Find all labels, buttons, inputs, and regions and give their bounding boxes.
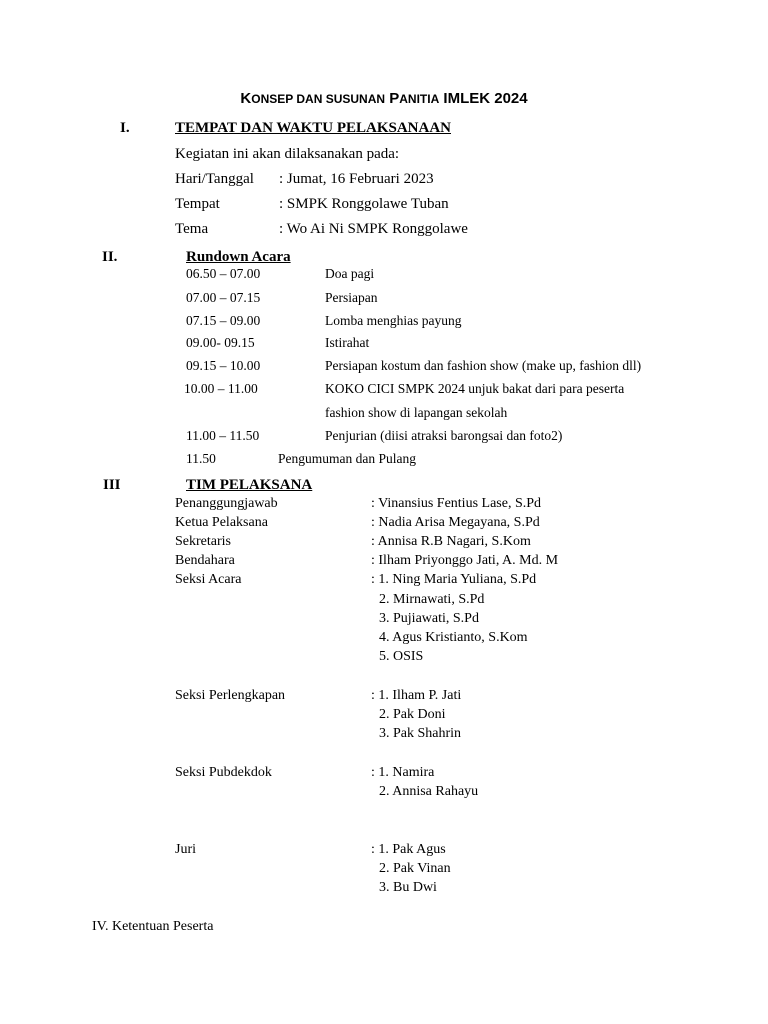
section-3-numeral: III <box>103 477 121 493</box>
team-member: : Vinansius Fentius Lase, S.Pd <box>371 496 542 511</box>
rundown-activity: Doa pagi <box>325 266 375 281</box>
rundown-time: 06.50 – 07.00 <box>186 266 261 281</box>
info-value: : Wo Ai Ni SMPK Ronggolawe <box>279 221 468 237</box>
section-2-heading: Rundown Acara <box>186 249 291 265</box>
section-1-intro: Kegiatan ini akan dilaksanakan pada: <box>175 146 400 162</box>
rundown-activity: Istirahat <box>325 335 370 350</box>
section-1-heading: TEMPAT DAN WAKTU PELAKSANAAN <box>175 120 451 136</box>
team-role: Juri <box>175 842 196 857</box>
team-role: Sekretaris <box>175 534 231 549</box>
team-member: 2. Pak Vinan <box>379 861 451 876</box>
rundown-time: 07.15 – 09.00 <box>186 313 261 328</box>
section-4-heading: IV. Ketentuan Peserta <box>92 919 214 934</box>
team-member: 2. Mirnawati, S.Pd <box>379 592 485 607</box>
rundown-time: 09.00- 09.15 <box>186 335 255 350</box>
team-member: : 1. Ning Maria Yuliana, S.Pd <box>371 572 537 587</box>
document-title <box>0 90 768 107</box>
rundown-activity: fashion show di lapangan sekolah <box>325 405 508 420</box>
title-part: ONSEP DAN SUSUNAN <box>251 92 386 106</box>
rundown-time: 07.00 – 07.15 <box>186 290 261 305</box>
title-part: P <box>389 90 400 107</box>
info-label: Hari/Tanggal <box>175 171 254 187</box>
rundown-time: 11.50 <box>186 451 216 466</box>
title-part: ANITIA <box>399 92 440 106</box>
team-member: : Nadia Arisa Megayana, S.Pd <box>371 515 540 530</box>
team-member: 3. Pujiawati, S.Pd <box>379 611 479 626</box>
section-3-heading: TIM PELAKSANA <box>186 477 313 493</box>
section-2-numeral: II. <box>102 249 118 265</box>
section-1-numeral: I. <box>120 120 130 136</box>
rundown-activity: Persiapan kostum dan fashion show (make up, fashion dll) <box>325 358 642 373</box>
team-member: 3. Pak Shahrin <box>379 726 462 741</box>
team-member: 3. Bu Dwi <box>379 880 437 895</box>
info-label: Tempat <box>175 196 220 212</box>
team-member: 2. Pak Doni <box>379 707 446 722</box>
team-member: : 1. Pak Agus <box>371 842 446 857</box>
team-role: Penanggungjawab <box>175 496 278 511</box>
rundown-time: 09.15 – 10.00 <box>186 358 261 373</box>
team-member: : 1. Ilham P. Jati <box>371 688 462 703</box>
rundown-activity: Pengumuman dan Pulang <box>278 451 416 466</box>
team-member: 2. Annisa Rahayu <box>379 784 479 799</box>
rundown-activity: Lomba menghias payung <box>325 313 462 328</box>
team-role: Seksi Acara <box>175 572 242 587</box>
info-value: : Jumat, 16 Februari 2023 <box>279 171 434 187</box>
title-part: IMLEK 2024 <box>443 90 528 107</box>
team-role: Seksi Perlengkapan <box>175 688 286 703</box>
rundown-time: 10.00 – 11.00 <box>184 381 258 396</box>
info-label: Tema <box>175 221 209 237</box>
title-part: K <box>240 90 252 107</box>
rundown-activity: Persiapan <box>325 290 378 305</box>
rundown-activity: KOKO CICI SMPK 2024 unjuk bakat dari para peserta <box>325 381 625 396</box>
team-member: : 1. Namira <box>371 765 435 780</box>
team-role: Ketua Pelaksana <box>175 515 268 530</box>
team-member: : Annisa R.B Nagari, S.Kom <box>371 534 531 549</box>
team-member: 5. OSIS <box>379 649 424 664</box>
team-member: : Ilham Priyonggo Jati, A. Md. M <box>371 553 559 568</box>
info-value: : SMPK Ronggolawe Tuban <box>279 196 449 212</box>
rundown-time: 11.00 – 11.50 <box>186 428 260 443</box>
team-role: Bendahara <box>175 553 235 568</box>
rundown-activity: Penjurian (diisi atraksi barongsai dan foto2) <box>325 428 563 443</box>
team-member: 4. Agus Kristianto, S.Kom <box>379 630 528 645</box>
team-role: Seksi Pubdekdok <box>175 765 272 780</box>
